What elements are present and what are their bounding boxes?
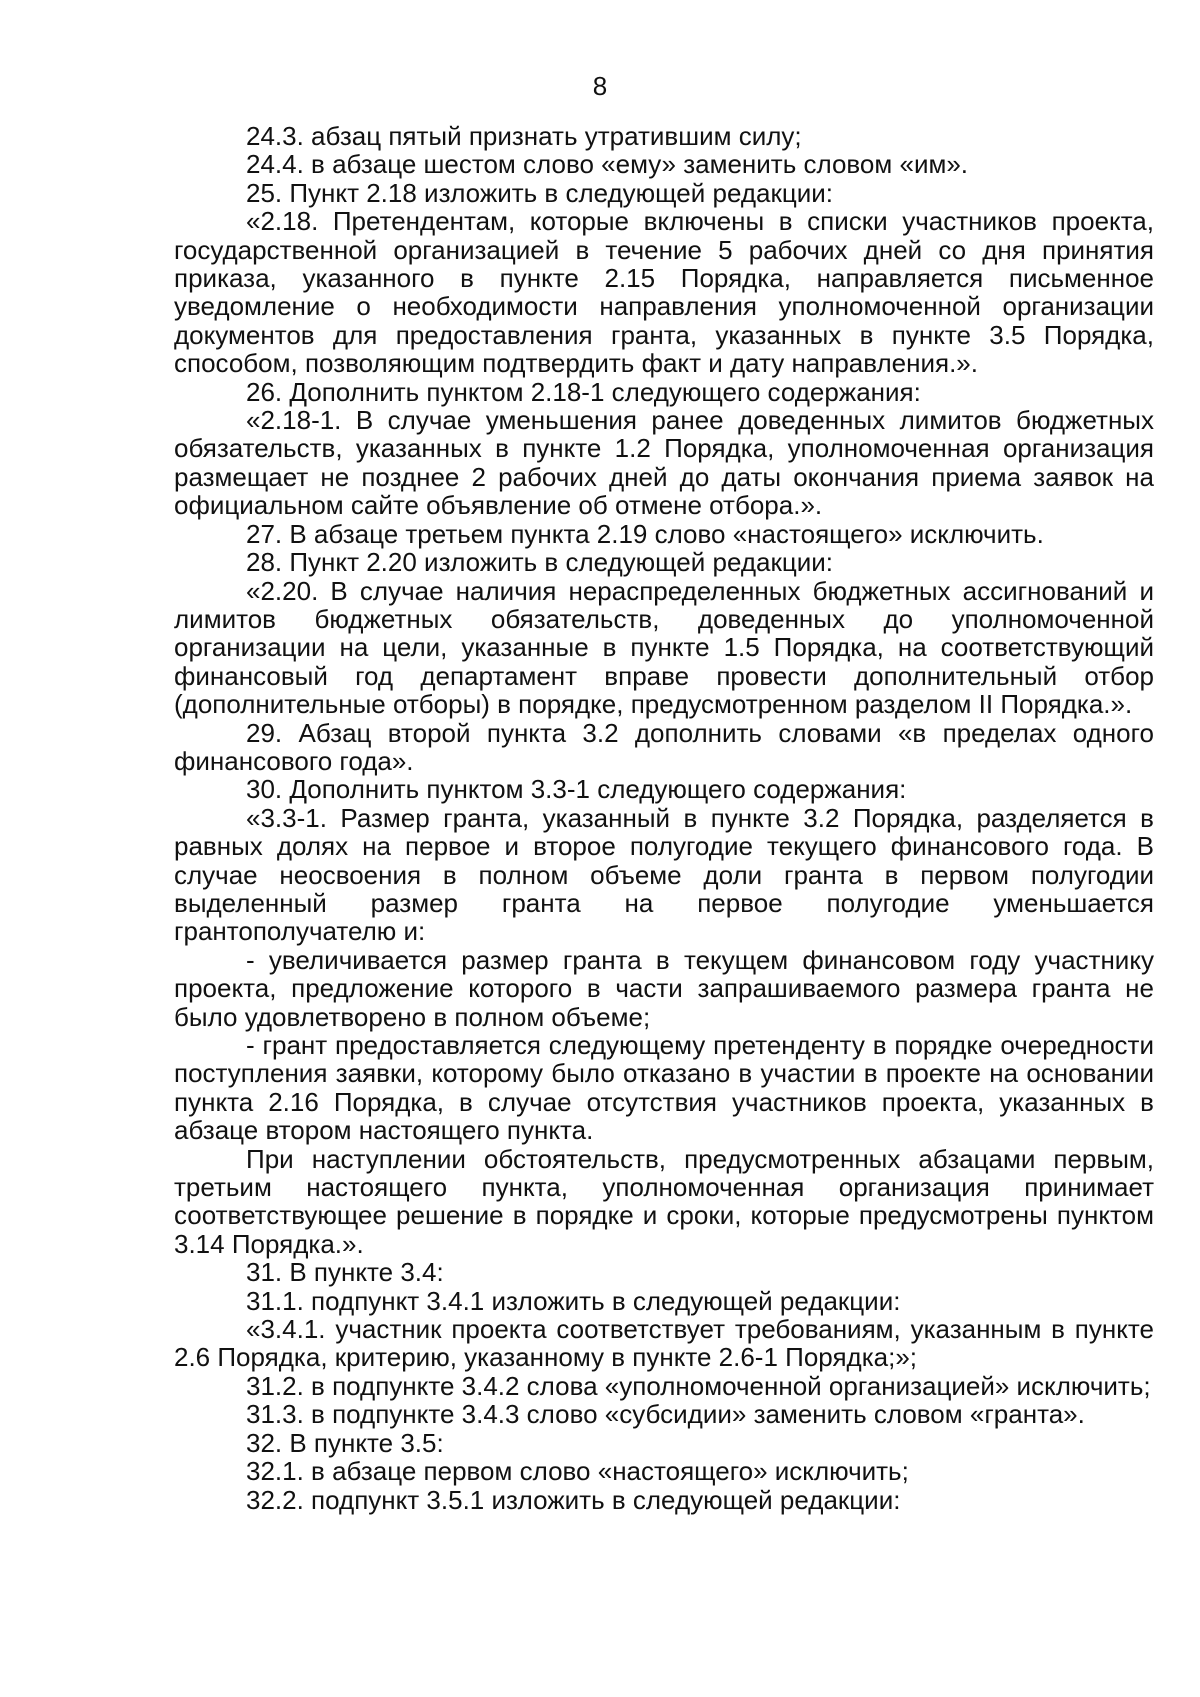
paragraph-2-18-1-text: «2.18-1. В случае уменьшения ранее доведенных лимитов бюджетных обязательств, указанных в пункте 1.2 Порядка, уполномоченная организация размещает не позднее 2 рабочих дней до даты окончания приема заявок на официальном сайте объявление об отмене отбора.».	[174, 405, 1154, 521]
document-body	[174, 122, 1154, 1514]
paragraph-2-20-text: «2.20. В случае наличия нераспределенных бюджетных ассигнований и лимитов бюджетных обязательств, доведенных до уполномоченной организации на цели, указанные в пункте 1.5 Порядка, на соответствующий финансовый год департамент вправе провести дополнительный отбор (дополнительные отборы) в порядке, предусмотренном разделом II Порядка.».	[174, 575, 1154, 720]
paragraph-3-4-1-text: «3.4.1. участник проекта соответствует требованиям, указанным в пункте 2.6 Порядка, критерию, указанному в пункте 2.6-1 Порядка;»;	[174, 1314, 1154, 1373]
page-number: 8	[592, 71, 608, 101]
paragraph-31-1: 31.1. подпункт 3.4.1 изложить в следующей редакции:	[246, 1285, 901, 1316]
paragraph-24-3: 24.3. абзац пятый признать утратившим силу;	[246, 121, 802, 151]
paragraph-circumstances: При наступлении обстоятельств, предусмотренных абзацами первым, третьим настоящего пункта, уполномоченная организация принимает соответствующее решение в порядке и сроки, которые предусмотрены пунктом 3.14 Порядка.».	[174, 1143, 1154, 1259]
paragraph-30: 30. Дополнить пунктом 3.3-1 следующего содержания:	[246, 774, 907, 805]
paragraph-29: 29. Абзац второй пункта 3.2 дополнить словами «в пределах одного финансового года».	[174, 717, 1154, 776]
paragraph-32: 32. В пункте 3.5:	[246, 1427, 444, 1458]
paragraph-32-2: 32.2. подпункт 3.5.1 изложить в следующей редакции:	[246, 1484, 901, 1515]
paragraph-27: 27. В абзаце третьем пункта 2.19 слово «настоящего» исключить.	[246, 518, 1044, 549]
paragraph-24-4: 24.4. в абзаце шестом слово «ему» заменить словом «им».	[246, 149, 969, 180]
paragraph-31: 31. В пункте 3.4:	[246, 1257, 444, 1288]
paragraph-3-3-1-text: «3.3-1. Размер гранта, указанный в пункте 3.2 Порядка, разделяется в равных долях на первое и второе полугодие текущего финансового года. В случае неосвоения в полном объеме доли гранта в первом полугодии выделенный размер гранта на первое полугодие уменьшается грантополучателю и:	[174, 802, 1154, 947]
paragraph-25: 25. Пункт 2.18 изложить в следующей редакции:	[246, 177, 834, 208]
paragraph-26: 26. Дополнить пунктом 2.18-1 следующего содержания:	[246, 376, 921, 407]
paragraph-31-2: 31.2. в подпункте 3.4.2 слова «уполномоченной организацией» исключить;	[246, 1370, 1151, 1401]
paragraph-28: 28. Пункт 2.20 изложить в следующей редакции:	[246, 547, 834, 578]
paragraph-2-18-text: «2.18. Претендентам, которые включены в списки участников проекта, государственной организацией в течение 5 рабочих дней со дня принятия приказа, указанного в пункте 2.15 Порядка, направляется письменное уведомление о необходимости направления уполномоченной организации документов для предоставления гранта, указанных в пункте 3.5 Порядка, способом, позволяющим подтвердить факт и дату направления.».	[174, 206, 1154, 379]
paragraph-31-3: 31.3. в подпункте 3.4.3 слово «субсидии» заменить словом «гранта».	[246, 1399, 1085, 1430]
paragraph-32-1: 32.1. в абзаце первом слово «настоящего» исключить;	[246, 1456, 909, 1487]
list-item-next-applicant: - грант предоставляется следующему претенденту в порядке очередности поступления заявки, которому было отказано в участии в проекте на основании пункта 2.16 Порядка, в случае отсутствия участников проекта, указанных в абзаце втором настоящего пункта.	[174, 1030, 1154, 1146]
list-item-increase-grant: - увеличивается размер гранта в текущем финансовом году участнику проекта, предложение которого в части запрашиваемого размера гранта не было удовлетворено в полном объеме;	[174, 944, 1154, 1032]
